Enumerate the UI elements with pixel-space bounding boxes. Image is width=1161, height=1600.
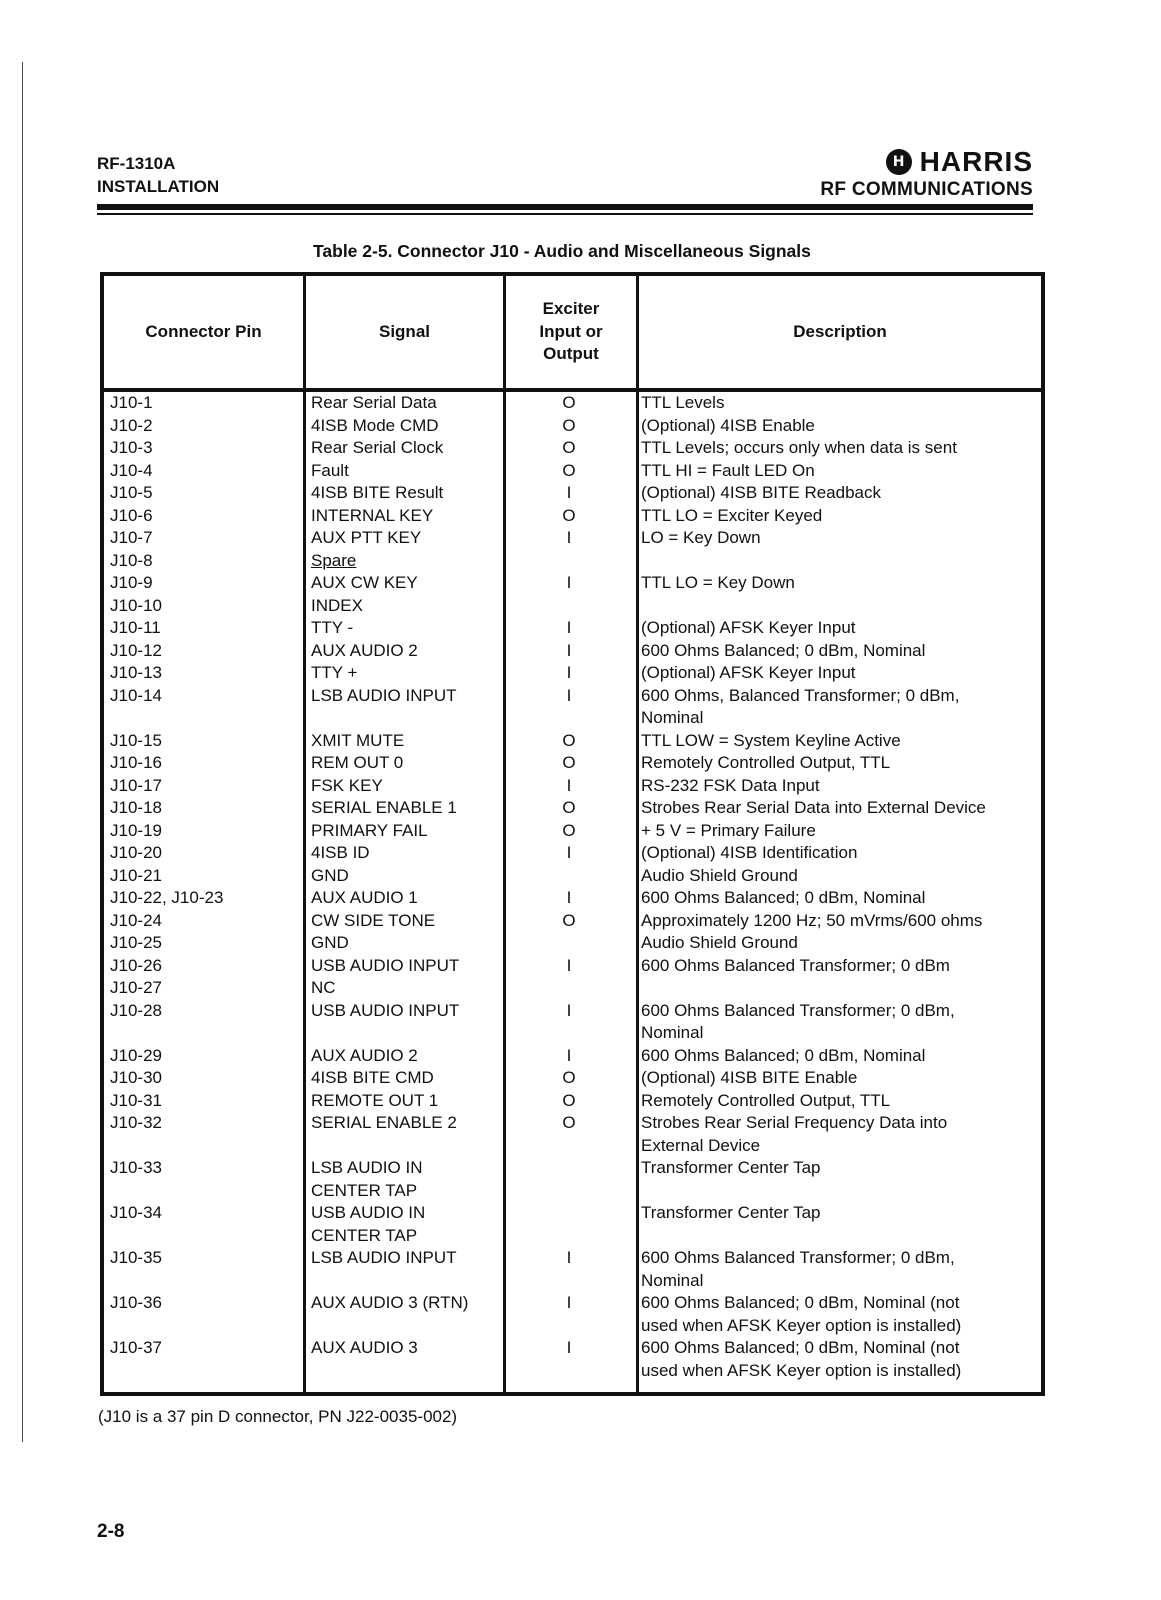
pin-cell: J10-26 bbox=[110, 955, 162, 975]
pin-cell: J10-11 bbox=[110, 618, 161, 637]
description-cell: 600 Ohms Balanced Transformer; 0 dBm bbox=[641, 955, 950, 975]
signal-cell: LSB AUDIO INPUT bbox=[311, 1248, 457, 1267]
signal-cell: SERIAL ENABLE 1 bbox=[311, 798, 457, 817]
pin-cell: J10-17 bbox=[110, 775, 162, 795]
description-cell: (Optional) 4ISB BITE Readback bbox=[641, 483, 882, 502]
signal-cell: AUX AUDIO 2 bbox=[311, 1045, 418, 1065]
description-cell: 600 Ohms Balanced Transformer; 0 dBm, Nominal bbox=[641, 1000, 955, 1042]
io-cell: I bbox=[566, 685, 572, 705]
io-cell: O bbox=[562, 1090, 576, 1110]
description-cell: Remotely Controlled Output, TTL bbox=[641, 1090, 891, 1110]
pin-cell: J10-14 bbox=[110, 685, 162, 705]
pin-cell: J10-2 bbox=[110, 415, 153, 435]
pin-cell: J10-20 bbox=[110, 843, 162, 862]
description-cell: TTL Levels; occurs only when data is sent bbox=[641, 438, 957, 457]
pin-cell: J10-31 bbox=[110, 1090, 162, 1110]
pin-cell: J10-8 bbox=[110, 550, 153, 570]
description-cell: Audio Shield Ground bbox=[641, 933, 798, 952]
description-cell: TTL Levels bbox=[641, 393, 725, 412]
io-cell: I bbox=[566, 640, 572, 660]
harris-logo-icon: H bbox=[886, 149, 912, 175]
signal-cell: GND bbox=[311, 933, 349, 952]
pin-cell: J10-32 bbox=[110, 1113, 162, 1132]
binder-margin-line bbox=[22, 62, 23, 1442]
description-cell: Audio Shield Ground bbox=[641, 865, 798, 885]
signal-cell: TTY - bbox=[311, 618, 354, 637]
description-cell: (Optional) 4ISB BITE Enable bbox=[641, 1068, 858, 1087]
io-cell: I bbox=[566, 888, 572, 907]
description-cell: + 5 V = Primary Failure bbox=[641, 820, 816, 840]
signal-cell: 4ISB Mode CMD bbox=[311, 415, 439, 435]
signal-cell: Rear Serial Clock bbox=[311, 438, 444, 457]
io-cell: I bbox=[566, 775, 572, 795]
pin-cell: J10-28 bbox=[110, 1000, 162, 1020]
pin-cell: J10-3 bbox=[110, 438, 153, 457]
pin-cell: J10-15 bbox=[110, 730, 162, 750]
signal-cell: INTERNAL KEY bbox=[311, 505, 434, 525]
signal-cell: GND bbox=[311, 865, 349, 885]
table-title: Table 2-5. Connector J10 - Audio and Miscellaneous Signals bbox=[313, 241, 811, 261]
section-name: INSTALLATION bbox=[97, 177, 220, 196]
pin-cell: J10-36 bbox=[110, 1293, 162, 1312]
signal-cell: FSK KEY bbox=[311, 775, 383, 795]
io-cell: I bbox=[566, 1293, 572, 1312]
description-cell: 600 Ohms Balanced Transformer; 0 dBm, Nominal bbox=[641, 1248, 955, 1290]
signal-cell: REM OUT 0 bbox=[311, 753, 404, 772]
io-cell: I bbox=[566, 955, 572, 975]
description-cell: TTL LOW = System Keyline Active bbox=[641, 730, 901, 750]
pin-cell: J10-19 bbox=[110, 820, 162, 840]
io-cell: I bbox=[566, 1045, 572, 1065]
description-cell: (Optional) 4ISB Identification bbox=[641, 843, 858, 862]
io-cell: O bbox=[562, 438, 576, 457]
table-body bbox=[104, 392, 1041, 1392]
signal-cell: Fault bbox=[311, 460, 349, 480]
pin-cell: J10-12 bbox=[110, 640, 162, 660]
signal-cell: REMOTE OUT 1 bbox=[311, 1090, 439, 1110]
pin-cell: J10-34 bbox=[110, 1203, 162, 1222]
io-cell: O bbox=[562, 415, 576, 435]
signal-cell: USB AUDIO INPUT bbox=[311, 1000, 460, 1020]
description-cell: 600 Ohms Balanced; 0 dBm, Nominal bbox=[641, 1045, 926, 1065]
pin-cell: J10-9 bbox=[110, 573, 153, 592]
signal-cell: SERIAL ENABLE 2 bbox=[311, 1113, 457, 1132]
description-cell: Remotely Controlled Output, TTL bbox=[641, 753, 891, 772]
header-connector-pin: Connector Pin bbox=[145, 321, 262, 341]
header-rule-thin bbox=[97, 213, 1033, 215]
description-cell: Strobes Rear Serial Frequency Data into External Device bbox=[641, 1113, 948, 1155]
pin-cell: J10-37 bbox=[110, 1338, 162, 1357]
description-cell: 600 Ohms, Balanced Transformer; 0 dBm, Nominal bbox=[641, 685, 960, 727]
page-number: 2-8 bbox=[97, 1521, 125, 1542]
io-cell: O bbox=[562, 910, 576, 930]
description-cell: TTL LO = Exciter Keyed bbox=[641, 505, 823, 525]
description-cell: (Optional) AFSK Keyer Input bbox=[641, 618, 856, 637]
io-cell: O bbox=[562, 1068, 576, 1087]
description-cell: TTL LO = Key Down bbox=[641, 573, 795, 592]
brand-logo bbox=[820, 146, 1033, 178]
pin-cell: J10-24 bbox=[110, 910, 162, 930]
signal-cell: 4ISB ID bbox=[311, 843, 370, 862]
io-cell: I bbox=[566, 663, 572, 682]
pin-cell: J10-1 bbox=[110, 393, 153, 412]
io-cell: O bbox=[562, 393, 576, 412]
description-cell: LO = Key Down bbox=[641, 528, 761, 547]
io-cell: O bbox=[562, 730, 576, 750]
doc-id: RF-1310A bbox=[97, 154, 176, 173]
signal-cell: AUX PTT KEY bbox=[311, 528, 422, 547]
signal-cell: CW SIDE TONE bbox=[311, 910, 436, 930]
io-cell: I bbox=[566, 843, 572, 862]
description-cell: (Optional) AFSK Keyer Input bbox=[641, 663, 856, 682]
signal-cell: 4ISB BITE CMD bbox=[311, 1068, 434, 1087]
signal-cell: LSB AUDIO IN CENTER TAP bbox=[311, 1158, 423, 1200]
pin-cell: J10-10 bbox=[110, 595, 162, 615]
header-exciter-io: Exciter Input or Output bbox=[539, 299, 603, 364]
description-cell: Strobes Rear Serial Data into External Device bbox=[641, 798, 986, 817]
pin-cell: J10-35 bbox=[110, 1248, 162, 1267]
brand-subtitle: RF COMMUNICATIONS bbox=[820, 179, 1033, 200]
io-cell: O bbox=[562, 460, 576, 480]
pin-cell: J10-27 bbox=[110, 978, 162, 997]
header-signal: Signal bbox=[378, 321, 430, 341]
signal-cell: Rear Serial Data bbox=[311, 393, 437, 412]
pin-cell: J10-22, J10-23 bbox=[110, 888, 224, 907]
brand-block bbox=[820, 146, 1033, 201]
io-cell: O bbox=[562, 798, 576, 817]
header-description: Description bbox=[793, 321, 887, 341]
signal-cell: Spare bbox=[311, 550, 357, 570]
signal-cell: AUX AUDIO 3 bbox=[311, 1338, 418, 1357]
pin-cell: J10-7 bbox=[110, 528, 153, 547]
signal-cell: AUX CW KEY bbox=[311, 573, 418, 592]
pin-cell: J10-25 bbox=[110, 933, 162, 952]
pin-cell: J10-13 bbox=[110, 663, 162, 682]
io-cell: I bbox=[566, 1248, 572, 1267]
pin-cell: J10-21 bbox=[110, 865, 162, 885]
description-cell: Approximately 1200 Hz; 50 mVrms/600 ohms bbox=[641, 910, 983, 930]
description-cell: Transformer Center Tap bbox=[641, 1158, 821, 1177]
signal-cell: PRIMARY FAIL bbox=[311, 820, 428, 840]
signal-cell: 4ISB BITE Result bbox=[311, 483, 444, 502]
io-cell: O bbox=[562, 1113, 576, 1132]
signal-cell: AUX AUDIO 2 bbox=[311, 640, 418, 660]
io-cell: O bbox=[562, 753, 576, 772]
io-cell: I bbox=[566, 618, 572, 637]
signal-cell: LSB AUDIO INPUT bbox=[311, 685, 457, 705]
signal-cell: AUX AUDIO 1 bbox=[311, 888, 418, 907]
connector-table bbox=[100, 272, 1045, 1396]
table-header-row bbox=[104, 276, 1041, 392]
signal-cell: USB AUDIO IN CENTER TAP bbox=[311, 1203, 426, 1245]
description-cell: RS-232 FSK Data Input bbox=[641, 775, 820, 795]
description-cell: 600 Ohms Balanced; 0 dBm, Nominal (not used when AFSK Keyer option is installed) bbox=[641, 1338, 962, 1380]
table-footnote: (J10 is a 37 pin D connector, PN J22-0035-002) bbox=[98, 1407, 458, 1426]
pin-cell: J10-33 bbox=[110, 1158, 162, 1177]
pin-cell: J10-18 bbox=[110, 798, 162, 817]
signal-cell: XMIT MUTE bbox=[311, 730, 405, 750]
pin-cell: J10-16 bbox=[110, 753, 162, 772]
brand-name: HARRIS bbox=[919, 146, 1033, 177]
pin-cell: J10-6 bbox=[110, 505, 153, 525]
pin-cell: J10-30 bbox=[110, 1068, 162, 1087]
description-cell: 600 Ohms Balanced; 0 dBm, Nominal (not used when AFSK Keyer option is installed) bbox=[641, 1293, 962, 1335]
pin-cell: J10-29 bbox=[110, 1045, 162, 1065]
description-cell: 600 Ohms Balanced; 0 dBm, Nominal bbox=[641, 888, 926, 907]
io-cell: I bbox=[566, 1000, 572, 1020]
header-rule-thick bbox=[97, 204, 1033, 210]
io-cell: I bbox=[566, 528, 572, 547]
description-cell: 600 Ohms Balanced; 0 dBm, Nominal bbox=[641, 640, 926, 660]
signal-cell: TTY + bbox=[311, 663, 358, 682]
signal-cell: NC bbox=[311, 978, 336, 997]
pin-cell: J10-4 bbox=[110, 460, 153, 480]
io-cell: I bbox=[566, 483, 572, 502]
signal-cell: INDEX bbox=[311, 595, 363, 615]
description-cell: (Optional) 4ISB Enable bbox=[641, 415, 815, 435]
io-cell: I bbox=[566, 1338, 572, 1357]
io-cell: I bbox=[566, 573, 572, 592]
signal-cell: AUX AUDIO 3 (RTN) bbox=[311, 1293, 469, 1312]
pin-cell: J10-5 bbox=[110, 483, 153, 502]
document-header bbox=[97, 152, 219, 198]
io-cell: O bbox=[562, 505, 576, 525]
io-cell: O bbox=[562, 820, 576, 840]
description-cell: Transformer Center Tap bbox=[641, 1203, 821, 1222]
description-cell: TTL HI = Fault LED On bbox=[641, 460, 815, 480]
signal-cell: USB AUDIO INPUT bbox=[311, 955, 460, 975]
